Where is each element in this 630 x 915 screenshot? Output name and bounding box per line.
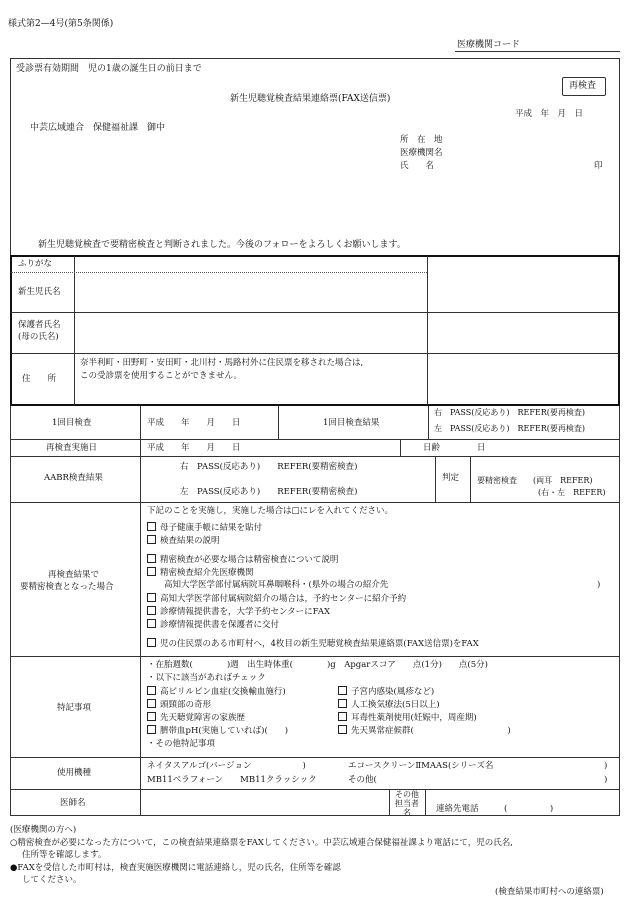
followup-item-7[interactable] bbox=[147, 619, 279, 631]
footer-right: (検査結果市町村への連絡票) bbox=[495, 887, 604, 897]
first-test-label: 1回目検査 bbox=[52, 418, 92, 428]
address-note-line-1: 奈半利町・田野町・安田町・北川村・馬路村外に住民票を移された場合は, bbox=[80, 358, 364, 368]
row-divider-6 bbox=[10, 789, 620, 790]
followup-item-6-label: 診療情報提供書を，大学予約センターにFAX bbox=[160, 607, 331, 617]
age-divider bbox=[400, 439, 401, 456]
checkbox[interactable] bbox=[147, 638, 156, 647]
special-right-item-1-label: 子宮内感染(風疹など) bbox=[351, 687, 435, 697]
recheck-stamp: 再検査 bbox=[569, 81, 597, 91]
contact-person-label-3: 名 bbox=[403, 808, 411, 818]
special-right-item-2-label: 人工換気療法(5日以上) bbox=[351, 700, 440, 710]
contact-person-label-2: 担当者 bbox=[395, 799, 419, 809]
special-label: 特記事項 bbox=[57, 703, 92, 713]
followup-item-3-label: 精密検査が必要な場合は精密検査について説明 bbox=[160, 555, 339, 565]
special-left-item-3[interactable] bbox=[147, 712, 245, 724]
checkbox[interactable] bbox=[147, 593, 156, 602]
checkbox[interactable] bbox=[147, 619, 156, 628]
followup-item-8[interactable] bbox=[147, 638, 479, 650]
checkbox[interactable] bbox=[338, 725, 347, 734]
special-line-1[interactable]: ・在胎週数( )週 出生時体重( )g Apgarスコア 点(1分) 点(5分) bbox=[147, 660, 488, 670]
checkbox[interactable] bbox=[147, 725, 156, 734]
header-box bbox=[10, 58, 620, 256]
followup-item-7-label: 診療情報提供書を保護者に交付 bbox=[160, 620, 280, 630]
followup-item-5[interactable] bbox=[147, 593, 406, 605]
aabr-judge-divider-b bbox=[470, 456, 471, 502]
followup-item-6[interactable] bbox=[147, 606, 330, 618]
footer-to: (医療機関の方へ) bbox=[10, 825, 77, 835]
footer-note-2a: ●FAXを受信した市町村は，検査実施医療機関に電話連絡し，児の氏名，住所等を確認 bbox=[10, 863, 341, 873]
aabr-label: AABR検査結果 bbox=[44, 473, 103, 483]
checkbox[interactable] bbox=[338, 686, 347, 695]
referral-sub[interactable]: 高知大学医学部付属病院耳鼻咽喉科・(県外の場合の紹介先 bbox=[164, 580, 389, 590]
row-divider-4 bbox=[10, 656, 620, 657]
aabr-judge-divider-a bbox=[435, 456, 436, 502]
followup-label-1: 再検査結果で bbox=[48, 570, 100, 580]
sender-name: 氏 名 bbox=[400, 161, 435, 171]
sender-institution: 医療機関名 bbox=[400, 148, 443, 158]
special-left-item-4-label: 臍帯血pH(実施していれば)( ) bbox=[160, 726, 289, 736]
followup-item-4-label: 精密検査紹介先医療機関 bbox=[160, 568, 254, 578]
special-left-item-1[interactable] bbox=[147, 686, 286, 698]
special-left-item-1-label: 高ビリルビン血症(交換輸血施行) bbox=[160, 687, 286, 697]
special-right-item-3-label: 耳毒性薬剤使用(妊娠中，周産期) bbox=[351, 713, 477, 723]
doctor-label: 医師名 bbox=[60, 798, 86, 808]
device-line-2b[interactable]: その他( bbox=[348, 775, 377, 785]
special-right-item-1[interactable] bbox=[338, 686, 434, 698]
aabr-judgement-label: 判定 bbox=[442, 473, 460, 483]
referral-close: ) bbox=[597, 580, 601, 590]
checkbox[interactable] bbox=[147, 554, 156, 563]
guardian-name-sublabel: (母の氏名) bbox=[18, 332, 59, 342]
patient-row-divider-2 bbox=[11, 353, 619, 354]
footer-note-1b: 住所等を確認します。 bbox=[22, 850, 107, 860]
row-divider-2 bbox=[10, 456, 620, 457]
doctor-name-input[interactable] bbox=[142, 792, 388, 814]
first-test-right[interactable]: 右 PASS(反応あり) REFER(要再検査) bbox=[434, 408, 586, 417]
address-label: 住 所 bbox=[22, 374, 57, 384]
special-left-item-2[interactable] bbox=[147, 699, 211, 711]
followup-item-4[interactable] bbox=[147, 567, 254, 579]
furigana-label: ふりがな bbox=[18, 259, 53, 269]
contact-phone[interactable]: 連絡先電話 ( ) bbox=[436, 804, 554, 814]
checkbox[interactable] bbox=[338, 712, 347, 721]
institution-code-label: 医療機関コード bbox=[457, 40, 521, 50]
institution-code-line bbox=[455, 51, 620, 52]
furigana-divider bbox=[11, 272, 427, 273]
special-left-item-2-label: 頭頸部の奇形 bbox=[160, 700, 212, 710]
special-right-item-2[interactable] bbox=[338, 699, 440, 711]
checkbox[interactable] bbox=[338, 699, 347, 708]
doctor-divider-a bbox=[389, 789, 390, 816]
aabr-right[interactable]: 右 PASS(反応あり) REFER(要精密検査) bbox=[180, 462, 358, 472]
patient-right-divider bbox=[427, 256, 428, 405]
age-unit: 日 bbox=[477, 443, 486, 453]
recheck-date-value[interactable]: 平成 年 月 日 bbox=[147, 443, 241, 453]
device-close-1: ) bbox=[604, 761, 608, 771]
intro-text: 新生児聴覚検査で要精密検査と判断されました。今後のフォローをよろしくお願いします。 bbox=[38, 240, 406, 250]
furigana-input[interactable] bbox=[74, 260, 426, 271]
footer-note-2b: してください。 bbox=[22, 875, 82, 885]
guardian-name-label: 保護者氏名 bbox=[18, 320, 61, 330]
first-test-left[interactable]: 左 PASS(反応あり) REFER(要再検査) bbox=[434, 424, 586, 433]
checkbox[interactable] bbox=[147, 522, 156, 531]
footer-note-1a: ○精密検査が必要になった方について，この検査結果連絡票をFAXしてください。中芸広域連合保健福祉課より電話にて，児の氏名, bbox=[10, 838, 513, 848]
recheck-date-label: 再検査実施日 bbox=[46, 443, 98, 453]
form-id: 様式第2—4号(第5条関係) bbox=[8, 19, 114, 29]
contact-person-label-1: その他 bbox=[395, 790, 419, 799]
child-name-input[interactable] bbox=[76, 275, 426, 311]
followup-item-5-label: 高知大学医学部付属病院紹介の場合は，予約センターに紹介予約 bbox=[160, 594, 407, 604]
followup-label-2: 要精密検査となった場合 bbox=[20, 582, 114, 592]
label-col-divider bbox=[140, 406, 141, 816]
device-close-2: ) bbox=[604, 775, 608, 785]
special-right-item-4-label: 先天異常症候群( ) bbox=[351, 726, 511, 736]
device-line-1b[interactable]: エコースクリーンⅡMAAS(シリーズ名 bbox=[348, 761, 494, 771]
special-left-item-3-label: 先天聴覚障害の家族歴 bbox=[160, 713, 246, 723]
checkbox[interactable] bbox=[147, 606, 156, 615]
address-note-line-2: この受診票を使用することができません。 bbox=[80, 371, 243, 381]
followup-item-1[interactable] bbox=[147, 522, 262, 534]
first-test-result-label: 1回目検査結果 bbox=[323, 418, 380, 428]
followup-item-3[interactable] bbox=[147, 554, 338, 566]
followup-item-2[interactable] bbox=[147, 535, 220, 547]
row-divider-5 bbox=[10, 757, 620, 758]
followup-instruction: 下記のことを実施し，実施した場合は□にレを入れてください。 bbox=[147, 506, 394, 516]
special-right-item-4[interactable] bbox=[338, 725, 511, 737]
first-test-divider-a bbox=[278, 406, 279, 439]
special-line-2: ・以下に該当があればチェック bbox=[147, 673, 266, 683]
checkbox[interactable] bbox=[147, 686, 156, 695]
followup-item-1-label: 母子健康手帳に結果を貼付 bbox=[160, 523, 263, 533]
patient-col-divider bbox=[74, 256, 75, 405]
aabr-left[interactable]: 左 PASS(反応あり) REFER(要精密検査) bbox=[180, 487, 358, 497]
doctor-divider-b bbox=[425, 789, 426, 816]
checkbox[interactable] bbox=[147, 567, 156, 576]
device-label: 使用機種 bbox=[57, 768, 92, 778]
contact-person-label bbox=[391, 790, 423, 818]
followup-item-2-label: 検査結果の説明 bbox=[160, 536, 220, 546]
row-divider-3 bbox=[10, 502, 620, 503]
validity-period: 受診票有効期間 児の1歳の誕生日の前日まで bbox=[16, 64, 202, 74]
special-other[interactable]: ・その他特記事項 bbox=[147, 739, 216, 749]
document-title: 新生児聴覚検査結果連絡票(FAX送信票) bbox=[230, 94, 391, 104]
checkbox[interactable] bbox=[147, 699, 156, 708]
first-test-date[interactable]: 平成 年 月 日 bbox=[147, 418, 241, 428]
guardian-name-input[interactable] bbox=[76, 314, 426, 352]
age-label: 日齢 bbox=[423, 443, 441, 453]
special-right-item-3[interactable] bbox=[338, 712, 477, 724]
device-line-1a[interactable]: ネイタスアルゴ(バージョン ) bbox=[147, 761, 306, 771]
special-left-item-4[interactable] bbox=[147, 725, 288, 737]
row-divider-1 bbox=[10, 439, 620, 440]
addressee: 中芸広域連合 保健福祉課 御中 bbox=[30, 123, 166, 133]
first-test-divider-b bbox=[428, 406, 429, 439]
sender-address: 所 在 地 bbox=[400, 135, 443, 145]
date-line: 平成 年 月 日 bbox=[515, 109, 584, 119]
checkbox[interactable] bbox=[147, 712, 156, 721]
patient-row-divider-1 bbox=[11, 312, 619, 313]
aabr-judgement-1[interactable]: 要精密検査 (両耳 REFER) bbox=[477, 476, 593, 485]
checkbox[interactable] bbox=[147, 535, 156, 544]
device-line-2a[interactable]: MB11ベラフォーン MB11クラッシック bbox=[147, 775, 317, 785]
followup-item-8-label: 児の住民票のある市町村へ，4枚目の新生児聴覚検査結果連絡票(FAX送信票)をFAX bbox=[160, 639, 479, 649]
seal-mark: 印 bbox=[594, 161, 603, 171]
aabr-judgement-2[interactable]: (右・左 REFER) bbox=[538, 488, 606, 497]
child-name-label: 新生児氏名 bbox=[18, 287, 61, 297]
